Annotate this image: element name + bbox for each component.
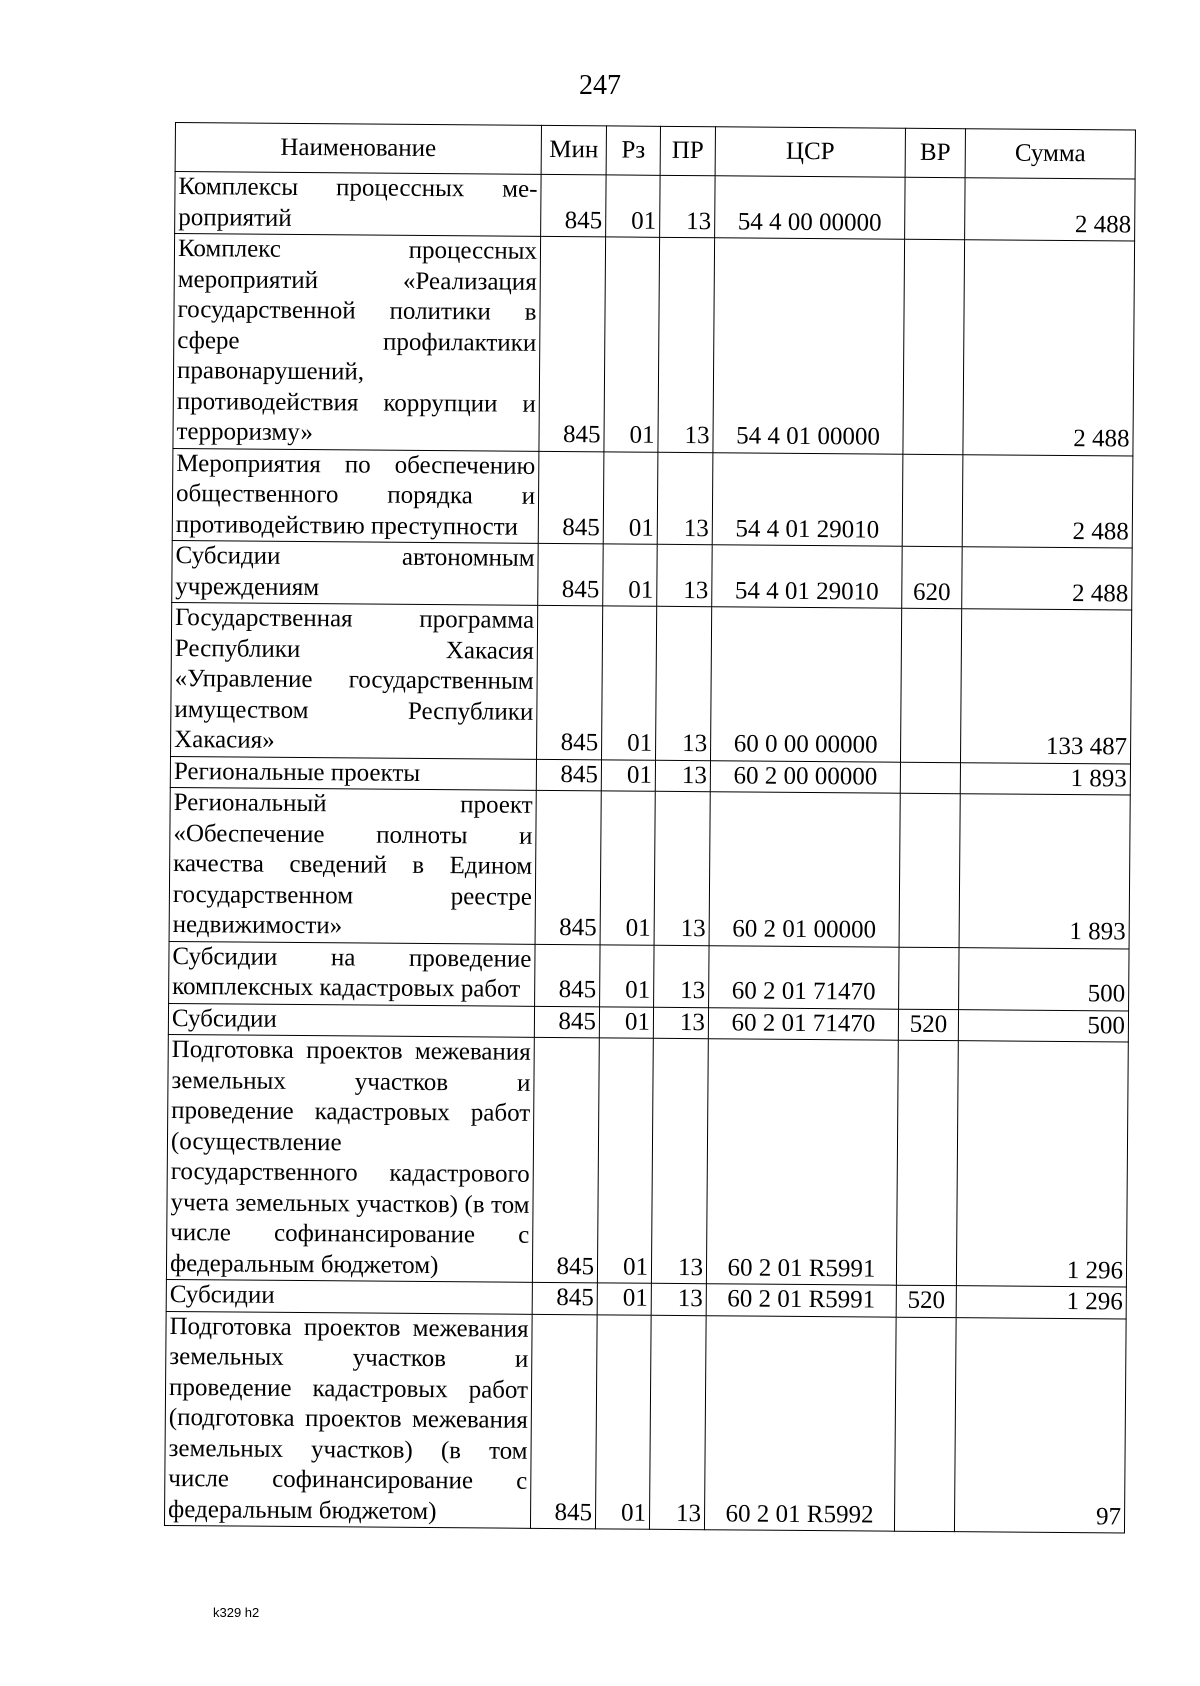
cell-name: Субсидии на проведение комплексных кадастровых работ: [169, 941, 535, 1006]
cell-name: Региональные проекты: [170, 756, 536, 790]
cell-csr: 54 4 01 29010: [712, 545, 902, 608]
cell-rz: 01: [601, 759, 655, 791]
table-row: [172, 448, 1133, 548]
cell-vr: [900, 762, 960, 794]
table-header: [175, 123, 1135, 180]
cell-sum: 2 488: [962, 547, 1132, 610]
cell-csr: 60 2 01 R5991: [706, 1284, 896, 1317]
cell-csr: 54 4 01 00000: [713, 238, 905, 454]
cell-pr: 13: [654, 945, 709, 1007]
cell-csr: 60 0 00 00000: [711, 607, 902, 762]
cell-rz: 01: [597, 1038, 653, 1283]
cell-rz: 01: [600, 944, 654, 1006]
cell-min: 845: [536, 759, 601, 791]
cell-name: Подготовка проектов межевания земельных участков и проведение кадастровых работ (подготовка проектов межевания земельных участков) (в том числе софинансирование с федеральным бюджетом): [164, 1311, 532, 1528]
cell-sum: 1 296: [956, 1286, 1126, 1319]
cell-csr: 60 2 00 00000: [710, 760, 900, 793]
table-body: [164, 172, 1135, 1533]
cell-rz: 01: [599, 1006, 653, 1038]
cell-sum: 2 488: [965, 178, 1135, 241]
cell-sum: 1 893: [959, 794, 1130, 949]
cell-csr: 60 2 01 R5991: [706, 1039, 898, 1285]
header-row: [175, 123, 1135, 180]
cell-pr: 13: [651, 1283, 706, 1315]
cell-min: 845: [538, 543, 603, 606]
header-sum: Сумма: [965, 129, 1135, 179]
cell-vr: [899, 947, 959, 1009]
header-csr: ЦСР: [715, 127, 905, 177]
cell-name: Комплексы процессных ме-роприятий: [175, 172, 541, 237]
cell-vr: 620: [902, 546, 962, 608]
cell-csr: 60 2 01 00000: [709, 792, 900, 947]
cell-rz: 01: [602, 606, 657, 760]
cell-csr: 60 2 01 71470: [708, 1007, 898, 1040]
cell-pr: 13: [651, 1038, 708, 1283]
cell-pr: 13: [655, 760, 710, 792]
cell-vr: [905, 177, 965, 239]
header-rz: Рз: [606, 126, 660, 175]
cell-csr: 60 2 01 71470: [709, 945, 899, 1008]
cell-pr: 13: [657, 544, 712, 606]
cell-pr: 13: [649, 1315, 706, 1530]
cell-pr: 13: [656, 606, 712, 760]
cell-rz: 01: [603, 544, 657, 606]
cell-min: 845: [530, 1314, 597, 1529]
footer-code: k329 h2: [213, 1605, 260, 1620]
cell-min: 845: [541, 174, 606, 237]
budget-table: [164, 122, 1136, 1534]
cell-rz: 01: [595, 1314, 651, 1529]
cell-pr: 13: [658, 237, 715, 452]
header-name: Наименование: [175, 123, 541, 175]
cell-min: 845: [538, 451, 604, 544]
table-row: [169, 787, 1130, 948]
cell-name: Подготовка проектов межевания земельных участков и проведение кадастровых работ (осуществление государственного кадастрового учета земельных участков) (в том числе софинансирование с федеральным бюджетом): [166, 1034, 534, 1282]
cell-sum: 500: [958, 1009, 1128, 1042]
cell-sum: 97: [954, 1317, 1126, 1533]
cell-sum: 2 488: [963, 240, 1135, 456]
cell-min: 845: [534, 1006, 599, 1038]
cell-csr: 54 4 01 29010: [712, 452, 903, 546]
cell-vr: [900, 608, 961, 762]
cell-rz: 01: [600, 791, 655, 945]
cell-sum: 1 893: [960, 762, 1130, 795]
cell-vr: [902, 454, 963, 547]
cell-csr: 54 4 00 00000: [715, 176, 905, 239]
table-row: [175, 172, 1135, 242]
cell-sum: 2 488: [962, 454, 1133, 548]
table-row: [169, 941, 1129, 1011]
cell-vr: 520: [898, 1009, 958, 1041]
cell-min: 845: [539, 236, 606, 451]
cell-pr: 13: [653, 1007, 708, 1039]
header-pr: ПР: [660, 126, 715, 175]
cell-name: Субсидии: [166, 1279, 532, 1313]
cell-name: Государственная программа Республики Хакасия «Управление государственным имуществом Республики Хакасия»: [171, 602, 538, 758]
cell-min: 845: [537, 605, 603, 759]
cell-min: 845: [532, 1037, 599, 1283]
cell-sum: 133 487: [960, 609, 1131, 764]
cell-vr: [896, 1040, 958, 1285]
cell-rz: 01: [606, 175, 660, 237]
cell-vr: [899, 793, 960, 947]
cell-min: 845: [535, 790, 601, 944]
cell-rz: 01: [597, 1283, 651, 1315]
cell-min: 845: [535, 944, 600, 1007]
cell-csr: 60 2 01 R5992: [704, 1315, 896, 1531]
cell-name: Региональный проект «Обеспечение полноты и качества сведений в Едином государственном реестре недвижимости»: [169, 787, 536, 943]
cell-vr: [894, 1317, 956, 1532]
cell-sum: 1 296: [956, 1041, 1128, 1287]
cell-sum: 500: [959, 947, 1129, 1010]
table-row: [166, 1034, 1128, 1287]
cell-vr: [903, 239, 965, 454]
table-row: [173, 234, 1135, 456]
cell-rz: 01: [604, 237, 660, 452]
cell-pr: 13: [654, 791, 710, 945]
cell-name: Мероприятия по обеспечению общественного порядка и противодействию преступности: [172, 448, 539, 543]
cell-min: 845: [532, 1282, 597, 1314]
header-min: Мин: [541, 125, 606, 175]
table-row: [172, 540, 1132, 610]
header-vr: ВР: [905, 128, 965, 177]
cell-name: Комплекс процессных мероприятий «Реализация государственной политики в сфере профилактики правонарушений, противодействия коррупции и терроризму»: [173, 234, 541, 451]
cell-name: Субсидии автономным учреждениям: [172, 540, 538, 605]
cell-name: Субсидии: [168, 1003, 534, 1037]
table-row: [171, 602, 1132, 763]
cell-vr: 520: [896, 1285, 956, 1317]
cell-pr: 13: [657, 452, 713, 545]
table-row: [164, 1311, 1126, 1533]
cell-pr: 13: [660, 175, 715, 237]
cell-rz: 01: [603, 451, 658, 544]
page-number: 247: [579, 70, 621, 101]
